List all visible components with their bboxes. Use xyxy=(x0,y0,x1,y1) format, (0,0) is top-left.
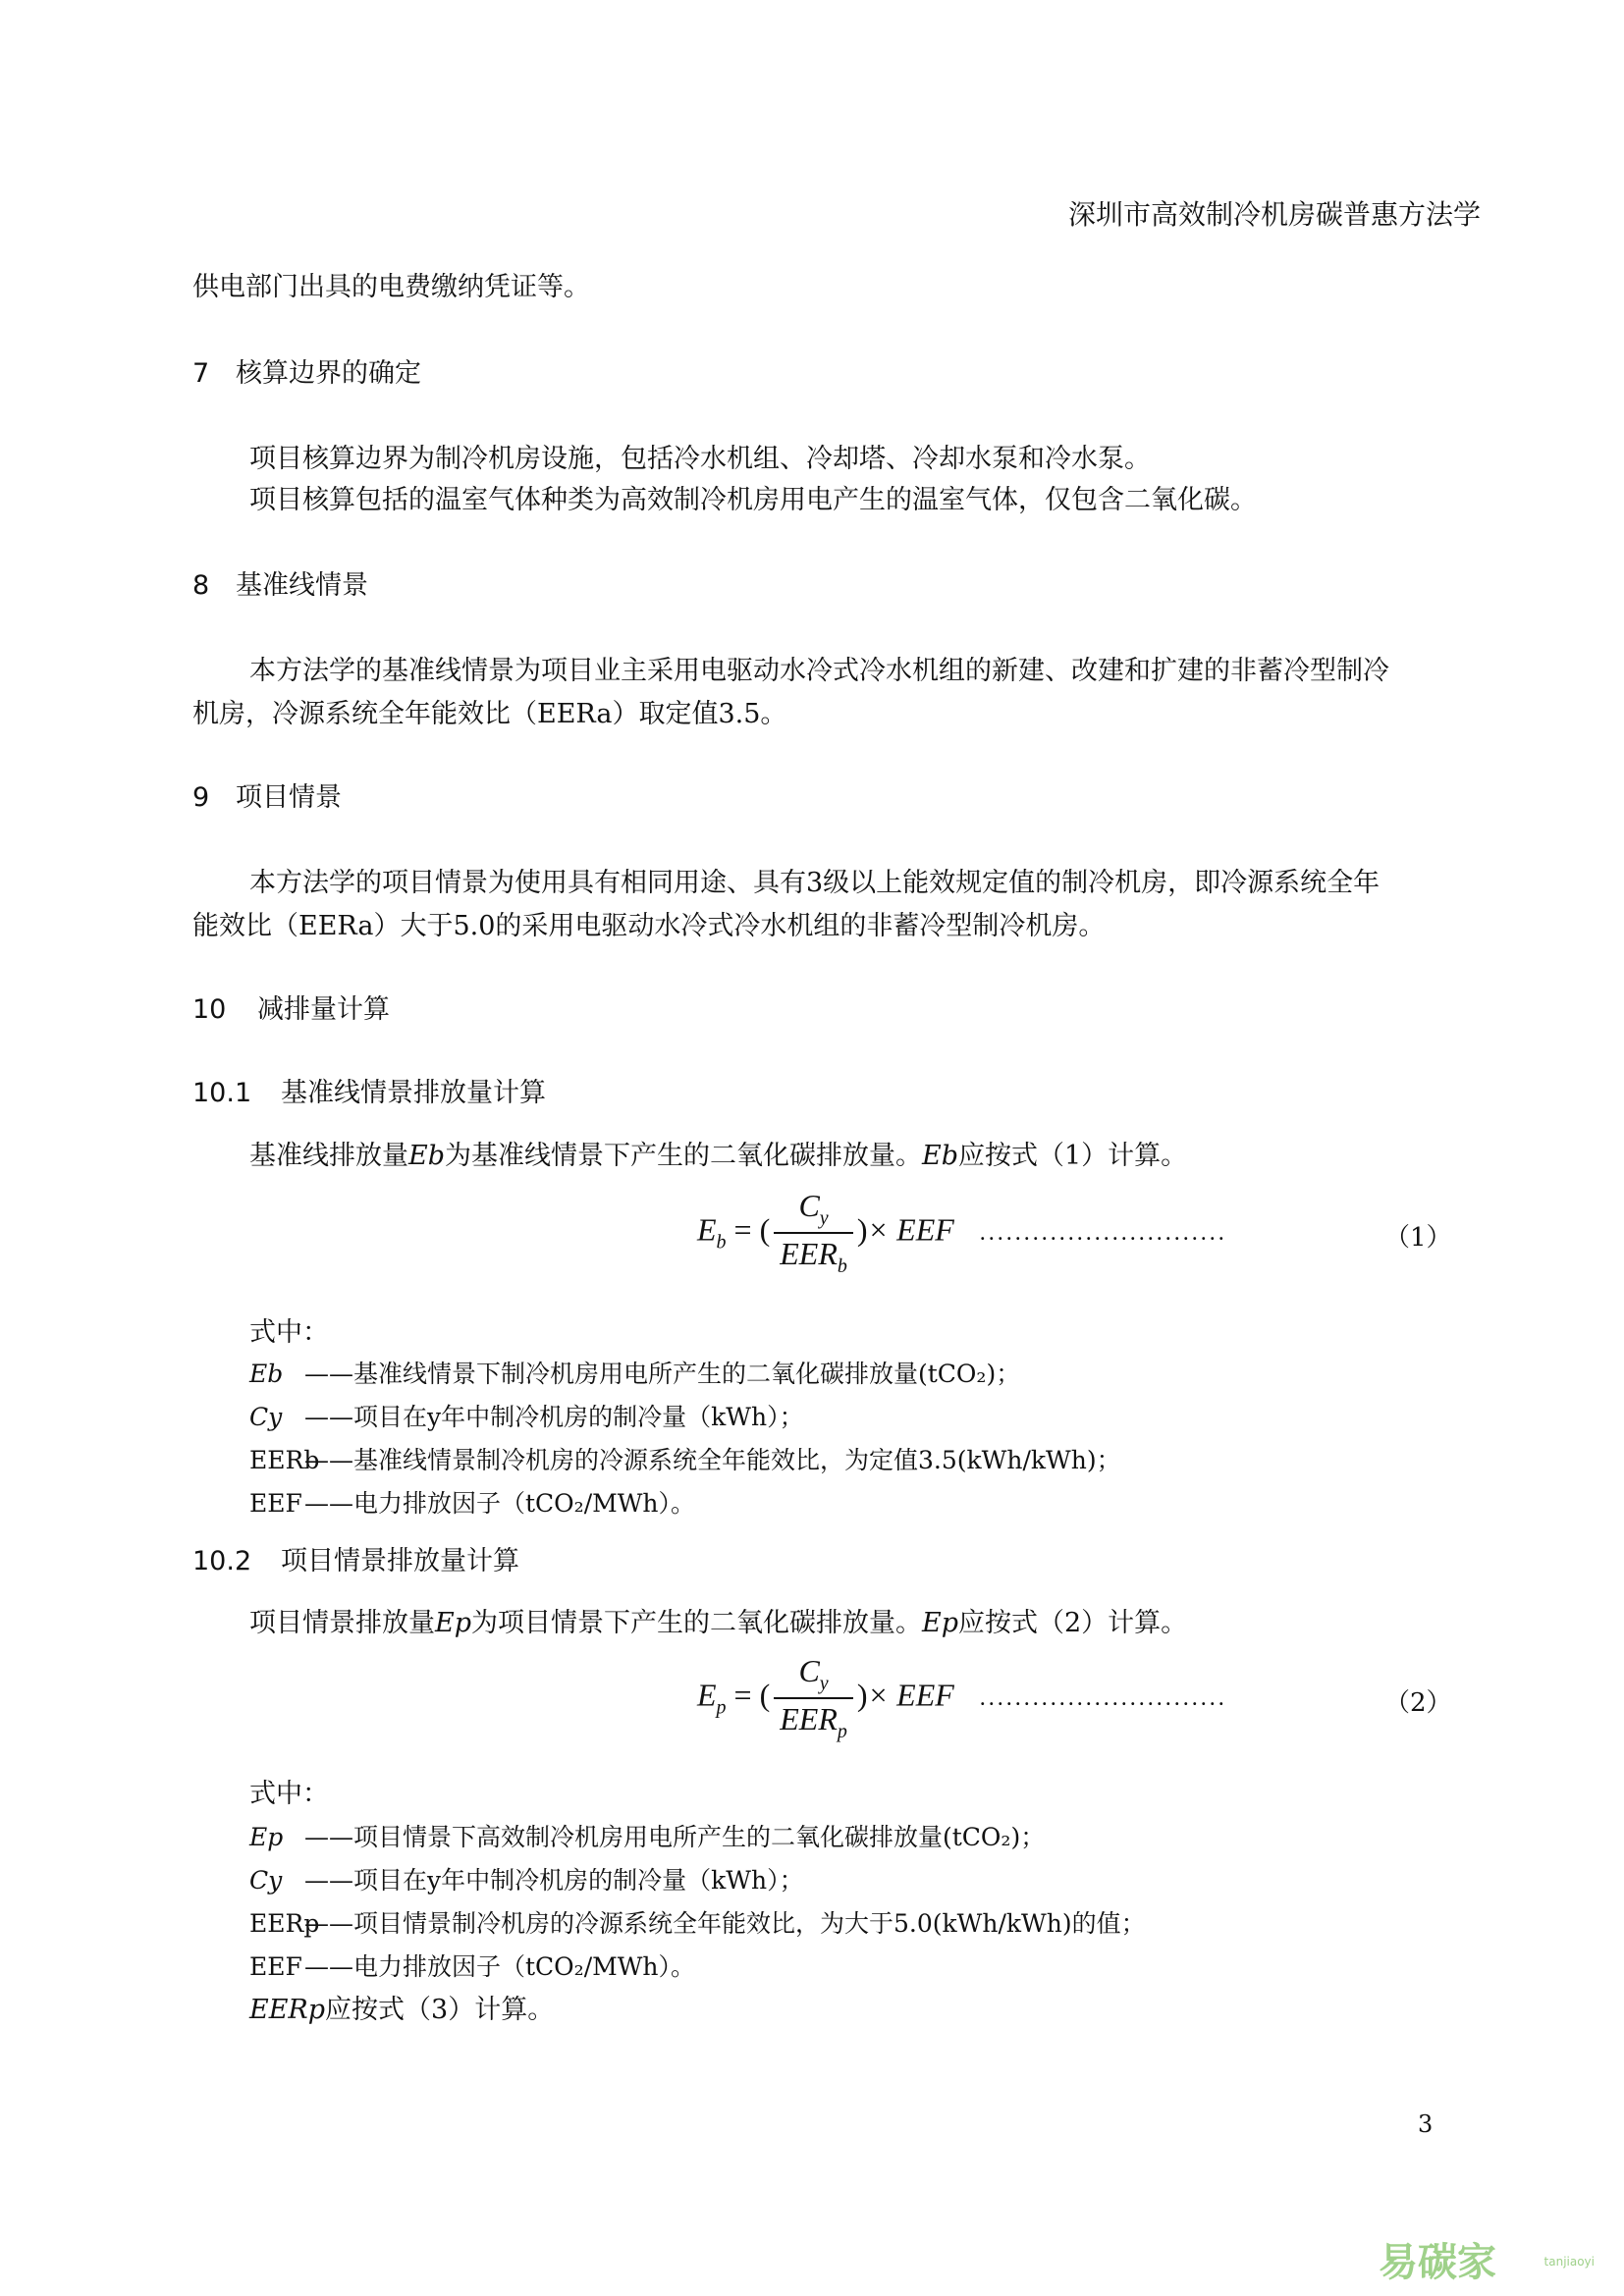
eq-lhs-sub: b xyxy=(716,1231,727,1254)
intro-baseline-emission xyxy=(249,1129,1187,1183)
definition-EEF xyxy=(249,1484,695,1520)
page-number: 3 xyxy=(1418,2110,1434,2138)
section-title: 减排量计算 xyxy=(257,994,390,1025)
intro-project-emission xyxy=(249,1596,1187,1650)
definition-EEF xyxy=(249,1948,695,1983)
eq-lhs-sub: p xyxy=(716,1696,727,1719)
section-title: 核算边界的确定 xyxy=(236,358,421,389)
section-heading-8 xyxy=(192,563,368,602)
symbol: Ep xyxy=(922,1608,958,1638)
symbol: EERp xyxy=(249,1995,326,2025)
fraction xyxy=(774,1653,853,1743)
text: 项目情景排放量 xyxy=(249,1608,435,1638)
denominator: EER xyxy=(780,1701,838,1736)
text: 应按式（1）计算。 xyxy=(958,1141,1188,1171)
def-symbol: Ep xyxy=(249,1823,284,1851)
def-text: ——项目在y年中制冷机房的制冷量（kWh）； xyxy=(304,1403,804,1431)
def-symbol: EERb xyxy=(249,1446,320,1474)
paragraph-baseline-b: 机房，冷源系统全年能效比（EERa）取定值3.5。 xyxy=(192,699,787,729)
fraction xyxy=(774,1188,853,1278)
paragraph-project-a: 本方法学的项目情景为使用具有相同用途、具有3级以上能效规定值的制冷机房，即冷源系统全年 xyxy=(249,868,1380,898)
equation-number-2: （2） xyxy=(1384,1688,1452,1718)
numerator-sub: y xyxy=(819,1207,829,1229)
definition-Cy xyxy=(249,1398,804,1433)
paragraph-boundary-a: 项目核算边界为制冷机房设施，包括冷水机组、冷却塔、冷却水泵和冷水泵。 xyxy=(249,444,1151,474)
next-equation-note xyxy=(249,1983,554,2037)
section-number: 7 xyxy=(192,358,210,389)
def-symbol: EEF xyxy=(249,1489,302,1518)
text: 基准线排放量 xyxy=(249,1141,408,1171)
section-heading-7 xyxy=(192,351,421,390)
paragraph-continuation: 供电部门出具的电费缴纳凭证等。 xyxy=(192,272,590,302)
definition-Eb xyxy=(249,1355,1020,1390)
def-text: ——电力排放因子（tCO₂/MWh）。 xyxy=(304,1952,696,1981)
symbol: Eb xyxy=(408,1141,445,1171)
def-text: ——项目情景下高效制冷机房用电所产生的二氧化碳排放量(tCO₂)； xyxy=(304,1823,1046,1851)
def-symbol: Cy xyxy=(249,1866,283,1895)
def-text: ——电力排放因子（tCO₂/MWh）。 xyxy=(304,1489,696,1518)
def-text: ——基准线情景制冷机房的冷源系统全年能效比，为定值3.5(kWh/kWh)； xyxy=(304,1446,1121,1474)
section-number: 10.1 xyxy=(192,1078,252,1108)
text: 为基准线情景下产生的二氧化碳排放量。 xyxy=(445,1141,922,1171)
section-number: 10.2 xyxy=(192,1546,252,1576)
definition-EERp xyxy=(249,1904,1146,1940)
text: 为项目情景下产生的二氧化碳排放量。 xyxy=(471,1608,922,1638)
section-title: 基准线情景 xyxy=(236,570,368,601)
section-heading-9 xyxy=(192,775,342,814)
subsection-heading-10-1 xyxy=(192,1071,546,1109)
def-symbol: Eb xyxy=(249,1360,284,1388)
def-symbol: EERp xyxy=(249,1909,320,1938)
def-symbol: Cy xyxy=(249,1403,283,1431)
definition-Ep xyxy=(249,1818,1045,1853)
section-number: 8 xyxy=(192,570,210,601)
paragraph-boundary-b: 项目核算包括的温室气体种类为高效制冷机房用电产生的温室气体，仅包含二氧化碳。 xyxy=(249,485,1257,515)
running-header: 深圳市高效制冷机房碳普惠方法学 xyxy=(1067,198,1481,231)
denominator: EER xyxy=(780,1236,838,1271)
text: 应按式（3）计算。 xyxy=(325,1995,555,2025)
numerator: C xyxy=(798,1188,820,1223)
denominator-sub: p xyxy=(837,1721,847,1742)
def-symbol: EEF xyxy=(249,1952,302,1981)
section-title: 项目情景 xyxy=(236,782,342,813)
paragraph-project-b: 能效比（EERa）大于5.0的采用电驱动水冷式冷水机组的非蓄冷型制冷机房。 xyxy=(192,911,1106,941)
section-number: 10 xyxy=(192,994,227,1025)
watermark-logo xyxy=(1379,2227,1595,2286)
symbol: Eb xyxy=(922,1141,958,1171)
eq-rhs: × EEF xyxy=(867,1677,954,1713)
definition-EERb xyxy=(249,1441,1121,1476)
subsection-heading-10-2 xyxy=(192,1539,519,1577)
section-number: 9 xyxy=(192,782,210,813)
watermark-en: tanjiaoyi xyxy=(1543,2255,1595,2269)
section-heading-10 xyxy=(192,988,390,1026)
def-text: ——项目情景制冷机房的冷源系统全年能效比，为大于5.0(kWh/kWh)的值； xyxy=(304,1909,1146,1938)
leader-dots: ............................ xyxy=(979,1685,1227,1712)
def-text: ——项目在y年中制冷机房的制冷量（kWh）； xyxy=(304,1866,804,1895)
definition-Cy xyxy=(249,1861,804,1896)
section-title: 项目情景排放量计算 xyxy=(281,1546,519,1576)
equation-1: $E_b$ = ( $\frac{C_y}{EER_b}$ )× EEF ............................ xyxy=(697,1188,1227,1277)
def-text: ——基准线情景下制冷机房用电所产生的二氧化碳排放量(tCO₂)； xyxy=(304,1360,1021,1388)
equation-number-1: （1） xyxy=(1384,1223,1452,1253)
eq-lhs: E xyxy=(697,1677,717,1713)
watermark-cn: 易碳家 xyxy=(1379,2240,1496,2285)
where-label: 式中： xyxy=(249,1317,329,1348)
leader-dots: ............................ xyxy=(979,1220,1227,1247)
where-label: 式中： xyxy=(249,1779,329,1809)
text: 应按式（2）计算。 xyxy=(958,1608,1188,1638)
symbol: Ep xyxy=(435,1608,471,1638)
eq-rhs: × EEF xyxy=(867,1211,954,1248)
eq-lhs: E xyxy=(697,1211,717,1248)
numerator: C xyxy=(798,1653,820,1688)
section-title: 基准线情景排放量计算 xyxy=(281,1078,546,1108)
paragraph-baseline-a: 本方法学的基准线情景为项目业主采用电驱动水冷式冷水机组的新建、改建和扩建的非蓄冷型制冷 xyxy=(249,656,1389,686)
equation-2: $E_p$ = ( $\frac{C_y}{EER_p}$ )× EEF ............................ xyxy=(697,1653,1227,1742)
denominator-sub: b xyxy=(837,1255,847,1277)
numerator-sub: y xyxy=(819,1673,829,1694)
